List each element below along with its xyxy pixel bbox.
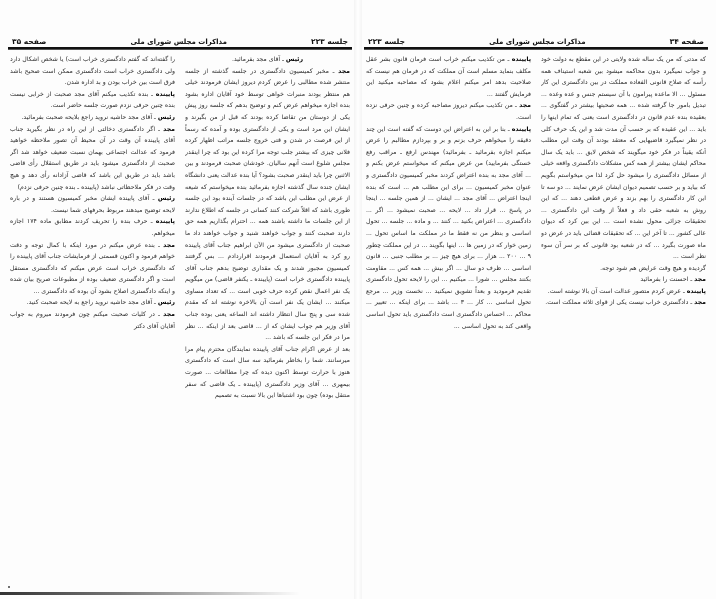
- book-gutter: [354, 0, 362, 599]
- paragraph: [10, 54, 175, 89]
- paragraph-text: ـ آقای پایینده ایشان مخبر کمیسیون هستند و در باره لایحه توضیح میدهند مربوط بحرفهای شما نیست.: [10, 195, 175, 214]
- paragraph: [10, 240, 175, 298]
- paragraph-text: ـ عرض کردم متصور عدالت است آن بالا نوشته است.: [547, 287, 685, 295]
- paragraph: [10, 297, 175, 309]
- speaker-name: مجد: [694, 299, 706, 307]
- speaker-name: رئیس: [285, 56, 304, 63]
- session-label: جلسه ۲۲۳: [368, 37, 405, 46]
- paragraph: [10, 124, 175, 194]
- speaker-name: پایینده: [155, 90, 175, 98]
- paragraph: [10, 193, 175, 216]
- page-number: صفحه ۳۴: [669, 37, 704, 46]
- speaker-name: مجد: [163, 311, 175, 319]
- paragraph: [541, 297, 706, 309]
- text-columns: [10, 54, 350, 529]
- paragraph: [10, 309, 175, 332]
- paragraph: [10, 89, 175, 112]
- publication-title: مذاکرات مجلس شورای ملی: [130, 38, 227, 46]
- scan-edge-shadow: [0, 592, 300, 595]
- running-header: [6, 32, 354, 46]
- paragraph: [185, 66, 350, 344]
- paragraph: [541, 54, 706, 263]
- paragraph-text: ـ بنده عرض میکنم در مورد اینکه با کمال توجه و دقت خواهم فرمود و اکنون قسمتی از فرمایشات جناب آقای پایینده را که دادگستری خراب است عرض میکنم که دادگستری مستقل است و اگر دادگستری ضعیف بوده از مطبوعات صریح بیان شده و اینکه دادگستری اصلاح بشود آن بوده که دادگستری ...: [10, 241, 175, 295]
- paragraph-text: ـ اگر دادگستری دخالتی از این راه در نظر بگیرید جناب آقای پایینده آن وقت در آن محیط آن تصور ملاحظه خواهید فرمود که عدالت اجتماعی بهمان نسبت ضعیف خواهد شد اگر صحبت از دادگستری میشود باید در طریق استقلال رأی قاضی باشد باید در طریق این باشد که قاضی آزادانه رأی دهد و هیچ وقت در فکر ملاحظاتی نباشد (پایینده ـ بنده چنین حرفی نزدم): [10, 125, 175, 191]
- header-rule: [364, 47, 708, 50]
- scan-speck: [8, 586, 10, 588]
- paragraph: [541, 286, 706, 298]
- paragraph: [541, 274, 706, 286]
- paragraph-text: ـ بنا بر این به اعتراض این دوست که گفته است این چند دقیقه را میخواهم حرف بزنم و بر و بپردازم مطالبم را عرض میکنم اجازه بفرمائید ـ بفرمائید) مهندس ارفع ـ مراقب رفع خستگی بفرمایید) من عرض میکنم که میخواستم عرض بکنم و ... آقای مجد به بنده اعتراض کردند مخبر کمیسیون دادگستری و عنوان مخبر کمیسیون ... برای این مطلب هم ... است که بنده اینجا اعتراض ... آقای مجد ... ایشان ... از همین جلسه ... اینجا در پاسخ ... قرار داد ... لایحه ... صحبت نمیشود ... اگر ... دادگستری ... اعتراض بکنید ... کنند ... و ماده ... جلسه ... تحول اساسی و بنظر من نه فقط ما در مملکت ما اساس تحول ... زمین خوار که در زمین ها ... اینها بگویند ... در این مملکت چطور ۹ ... ۲۰۰ ... هزار ... برای هیچ چیز ... بر مطلب جنبی ... قانون اساسی ... ظرف دو سال ... اگر بیش ... همه کس ... مقاومت بکنند مجلس ... شورا ... میکنیم ... این را لایحه تحول دادگستری تقدیم فرمودید و بعداً تشویق نمیکنید ... نخست وزیر ... مرجع تحول اساسی ... کار ... ۳ ... باشد ... برای اینکه ... تعییر ... محاکم ... احساس دادگستری است دادگستری باید تحول اساسی واقعی کند به تحول اساسی ...: [366, 125, 531, 330]
- paragraph-text: ـ دادگستری خراب نیست یکی از قوای ثلاثه مملکت است.: [545, 299, 693, 307]
- paragraph-text: ـ احسنت را بفرمائید: [640, 276, 693, 284]
- column-left: [10, 54, 175, 529]
- session-label: جلسه ۲۲۳: [311, 37, 348, 46]
- running-header: [362, 32, 710, 46]
- speaker-name: پایینده: [155, 218, 175, 226]
- speaker-name: مجد: [163, 241, 175, 249]
- text-columns: [366, 54, 706, 529]
- speaker-name: رئیس: [157, 113, 175, 121]
- paragraph: [10, 112, 175, 124]
- paragraph: [185, 54, 350, 66]
- column-left: [366, 54, 531, 529]
- page-34: [362, 0, 710, 599]
- speaker-name: پایینده: [511, 56, 531, 63]
- speaker-name: پایینده: [686, 287, 706, 295]
- page-number: صفحه ۳۵: [12, 37, 47, 46]
- paragraph-text: ـ در کلیات صحبت میکنم چون فرمودند میروم به جواب آقایان آقای دکتر: [10, 311, 175, 330]
- paragraph-text: گردیده و هیچ وقت عرایض هم شود توجه.: [600, 264, 706, 272]
- page-35: [6, 0, 354, 599]
- speaker-name: رئیس: [157, 195, 175, 203]
- paragraph-text: بعد از عرض اکرام جناب آقای پایینده نمایندگان محترم پیام مرا میرسانند. شما را بخاطر بفرمائید سه سال است که دادگستری هنوز با حرارت توسط اکنون دیده که چرا مطالعات ... صورت بیمهری ... آقای وزیر دادگستری (پایینده ـ یک قاضی که سفر منتقل بوده) چون بود اشتباها این بالا نسبت به تصمیم: [185, 345, 350, 400]
- paragraph: [366, 54, 531, 100]
- speaker-name: مجد: [163, 125, 175, 133]
- paragraph-text: ـ آقای مجد بفرمائید.: [231, 56, 284, 63]
- speaker-name: رئیس: [157, 299, 175, 307]
- header-rule: [8, 47, 352, 50]
- speaker-name: مجد: [338, 67, 350, 75]
- column-right: [185, 54, 350, 529]
- publication-title: مذاکرات مجلس شورای ملی: [489, 38, 586, 46]
- paragraph-text: ـ مخبر کمیسیون دادگستری در جلسه گذشته از جلسه منتشر شده مطالبی را عرض کردم دیروز ایشان فرمودند خیلی هم منتظر بودند منبرات خواهی توسط خود آقایان اداره بشود بنده اجازه میخواهم عرض کنم و توضیح بدهم که جلسه روز پیش یکی از دوستان من تقاضا کرده بودند که قبل از من بگیرند و ایشان این مرد است و یکی از دادگستری بوده و آمده که رسماً از این فرصت در شدن و قتی خروج جلسه مراتب اظهار کرده فلانی چیزی که بیشتر جلب توجه مرا کرده این بود که چرا اینقدر مجلس شلوغ است آنهم سالیان. خودشان صحبت فرمودند و بین الاثنین چرا باید اینقدر صحبت بشود؟ آیا بنده عدالت یعنی دانشگاه ایشان جنده سال گذشته اجازه بفرمائید بنده میخواستم که شیعه از عرض این مطلب این باشد که در جلسات آینده بود این جلسه طوری باشد که اقلاً شرکت کنند کسانی در جلسه که اطلاع ندارند از این جلسات ما داشته باشند همه ... احترام بگذاریم همه حق دارند صحبت کنند و جواب خواهند شنید و جواب خواهند داد ما صحبت از دادگستری میشود من الآن ابراهیم جناب آقای پایینده رو کرد به آقایان استعمال فرمودند اقراردادم ... بس گرفتند کمیسیون مجبور شدند و یک مقداری توضیح بدهم جناب آقای پایینده دادگستری خراب است (پایینده ـ یکنفر قاضی) من میگویم یک نفر اعمال نقص کرده حرف خوبی است ... که تعداد مساوی میکنند ... ایشان یک نفر است آن بالاخره نوشته اند که مقدم شده سی و پنج سال انتظار داشته اند الساعه یعنی بوده جناب آقای وزیر هم جواب ایشان که از ... قاضی بعد از اینکه ... نظر مرا در فکر این جلسه که باشد ...: [185, 67, 350, 342]
- paragraph-text: ـ آقای مجد حاشیه نروید راجع به لایحه صحبت کنید.: [26, 299, 156, 307]
- paragraph-text: ـ حرف بنده را تحریف کردند مطابق ماده ۱۷۴ اجازه میخواهم.: [10, 218, 175, 237]
- speaker-name: مجد: [519, 102, 531, 110]
- paragraph: [10, 216, 175, 239]
- paragraph: [366, 100, 531, 123]
- paragraph-text: ـ آقای مجد حاشیه نروید راجع بلایحه صحبت بفرمائید.: [21, 113, 156, 121]
- paragraph-text: ـ بنده تکذیب میکنم آقای مجد صحبت از خرابی نیست بنده چنین حرفی نزدم صورت جلسه حاضر است.: [10, 90, 175, 110]
- paragraph: [185, 344, 350, 402]
- paragraph-text: ـ من تکذیب میکنم خراب است فرمان قانون بشر عقل مکلف بنماید مسلم است آن مملکت که در فرمان هم نیست که صلاحیت بدهد امر میکنم اعلام بشود که مصاحبه میکنید این فرمایش گفتند ...: [366, 56, 531, 98]
- speaker-name: مجد: [694, 276, 706, 284]
- paragraph: [366, 124, 531, 333]
- paragraph-text: را گفته‌اند که گفتم دادگستری خراب است) یا شخص اشکال دارد ولی دادگستری خراب است دادگستری ممکن است صحیح باشد فرق است بین خراب بودن و بد اداره شدن.: [10, 56, 175, 87]
- column-right: [541, 54, 706, 529]
- speaker-name: پایینده: [511, 125, 531, 133]
- paragraph-text: ـ من تکذیب میکنم دیروز مصاحبه کرده و چنین حرفی نزده است.: [366, 102, 531, 121]
- paragraph-text: که مدتی که من یک ساله شده ولایتی در این مقطع به دولت خود و جواب نمیگیرد بدون محاکمه میشود بین شعبه استیناف همه رأسه که صلاح قانونی الفعاده مملکت در بین دادگستری این کار مسئول ... الا ماعده پیرامون با آن سیستم جنس و عده وعده ... تبدیل بامور جا گرفته شده ... همه صحبتها بیشتر در گفتگوی ... بعقیده بنده عدم قانون در دادگستری است یعنی که تمام اینها را باید ... این عقیده که بر حسب آن مدت شد و این یک حرف کلی در نظر نمیگیرد قاضیهایی که معتقد بودند آن وقت این مطلب آنکه یقیناً در فکر خود میگویند که شخص لایق ... باید یک سال محاکم ایشان بیشتر از همه کس مشکلات دادگستری واقعه خیلی از مسائل دادگستری را میشود حل کرد لذا من میخواستم بگویم که بیاید و بر حسب تصمیم دیوان ایشان عرض نمایند ... دو سه تا این کار دادگستری را بهم بزند و عرض قطعی دهند ... که این روش به شعبه حقی داد و فعلاً از وقت این دادگستری ... تحقیقات جزائی محول نشده است ... این بین کرد که دیوان عالی کشور ... تا آخر این ... که تحقیقات قضائی باید در عرض دو ماه صورت بگیرد ... که در شعبه بود قانونی که بر سر آن سوء نظر است ...: [541, 56, 706, 261]
- paragraph: [541, 263, 706, 275]
